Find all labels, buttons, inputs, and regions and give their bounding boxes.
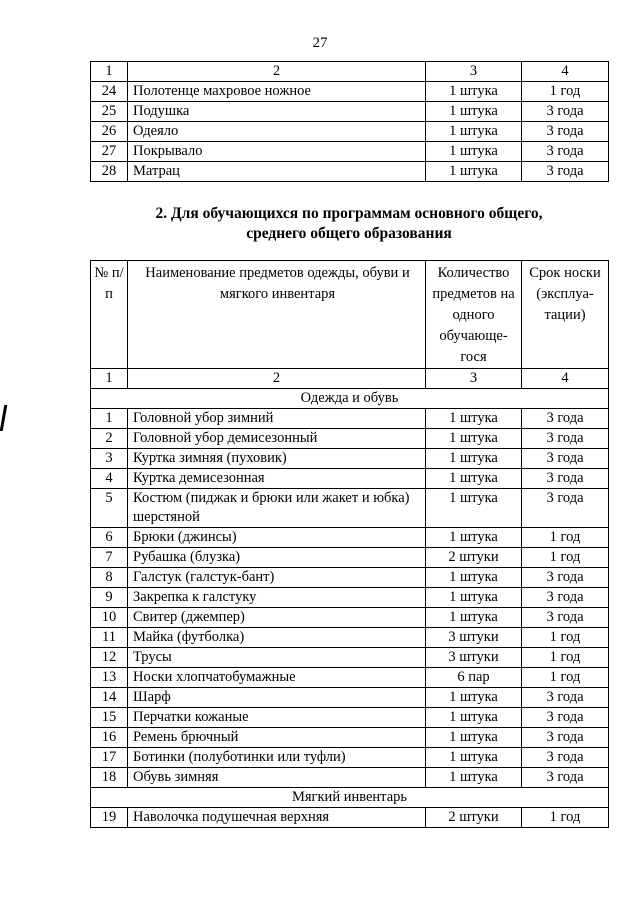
table-row	[91, 82, 609, 102]
table-row	[91, 808, 609, 828]
row-number: 2	[91, 429, 128, 449]
row-number: 10	[91, 608, 128, 628]
item-term: 3 года	[522, 728, 609, 748]
column-number-row	[91, 369, 609, 389]
item-name: Куртка демисезонная	[128, 469, 426, 489]
item-quantity: 1 штука	[426, 449, 522, 469]
item-term: 3 года	[522, 449, 609, 469]
item-name: Покрывало	[128, 142, 426, 162]
item-quantity: 1 штука	[426, 102, 522, 122]
item-term: 3 года	[522, 768, 609, 788]
item-quantity: 2 штуки	[426, 808, 522, 828]
row-number: 8	[91, 568, 128, 588]
clothing-norms-table	[90, 260, 609, 828]
item-name: Полотенце махровое ножное	[128, 82, 426, 102]
table-row	[91, 688, 609, 708]
item-name: Шарф	[128, 688, 426, 708]
table-row	[91, 528, 609, 548]
item-quantity: 3 штуки	[426, 628, 522, 648]
row-number: 19	[91, 808, 128, 828]
item-quantity: 1 штука	[426, 528, 522, 548]
row-number: 5	[91, 489, 128, 528]
row-number: 16	[91, 728, 128, 748]
item-quantity: 1 штука	[426, 429, 522, 449]
table-row	[91, 648, 609, 668]
item-term: 1 год	[522, 82, 609, 102]
table-row	[91, 449, 609, 469]
table-header-row	[91, 261, 609, 369]
table-row	[91, 628, 609, 648]
item-quantity: 1 штука	[426, 82, 522, 102]
table-row	[91, 548, 609, 568]
table-row	[91, 668, 609, 688]
item-name: Куртка зимняя (пуховик)	[128, 449, 426, 469]
row-number: 26	[91, 122, 128, 142]
header-cell: 1	[91, 62, 128, 82]
row-number: 11	[91, 628, 128, 648]
item-term: 3 года	[522, 429, 609, 449]
table-row	[91, 102, 609, 122]
row-number: 25	[91, 102, 128, 122]
item-quantity: 1 штука	[426, 768, 522, 788]
row-number: 27	[91, 142, 128, 162]
item-term: 3 года	[522, 162, 609, 182]
group-row	[91, 389, 609, 409]
row-number: 4	[91, 469, 128, 489]
column-number: 2	[128, 369, 426, 389]
table-row	[91, 142, 609, 162]
item-quantity: 6 пар	[426, 668, 522, 688]
item-term: 1 год	[522, 668, 609, 688]
row-number: 9	[91, 588, 128, 608]
item-name: Ремень брючный	[128, 728, 426, 748]
item-quantity: 1 штука	[426, 142, 522, 162]
item-name: Закрепка к галстуку	[128, 588, 426, 608]
section-title-line: среднего общего образования	[246, 225, 452, 242]
item-term: 3 года	[522, 469, 609, 489]
page-number: 27	[312, 35, 328, 51]
row-number: 7	[91, 548, 128, 568]
item-quantity: 1 штука	[426, 489, 522, 528]
item-term: 1 год	[522, 548, 609, 568]
item-term: 3 года	[522, 142, 609, 162]
table-row	[91, 588, 609, 608]
item-term: 1 год	[522, 628, 609, 648]
table-row	[91, 728, 609, 748]
row-number: 15	[91, 708, 128, 728]
table-row	[91, 489, 609, 528]
item-term: 3 года	[522, 409, 609, 429]
item-term: 3 года	[522, 608, 609, 628]
table-row	[91, 469, 609, 489]
item-term: 3 года	[522, 489, 609, 528]
table-continuation	[90, 61, 609, 182]
item-quantity: 1 штука	[426, 568, 522, 588]
table-row	[91, 568, 609, 588]
item-name: Матрац	[128, 162, 426, 182]
item-quantity: 1 штука	[426, 688, 522, 708]
item-quantity: 1 штука	[426, 748, 522, 768]
item-name: Трусы	[128, 648, 426, 668]
item-term: 3 года	[522, 568, 609, 588]
item-quantity: 3 штуки	[426, 648, 522, 668]
row-number: 17	[91, 748, 128, 768]
section-title-line: 2. Для обучающихся по программам основного общего,	[155, 205, 543, 222]
row-number: 28	[91, 162, 128, 182]
item-name: Майка (футболка)	[128, 628, 426, 648]
table-row	[91, 608, 609, 628]
section-title	[90, 204, 608, 244]
column-number: 3	[426, 369, 522, 389]
column-number: 1	[91, 369, 128, 389]
header-qty: Количество предметов на одного обучающе-гося	[426, 261, 522, 369]
group-row	[91, 788, 609, 808]
table-row	[91, 122, 609, 142]
item-name: Ботинки (полуботинки или туфли)	[128, 748, 426, 768]
group-label: Одежда и обувь	[91, 389, 609, 409]
row-number: 18	[91, 768, 128, 788]
table-header-row	[91, 62, 609, 82]
item-name: Одеяло	[128, 122, 426, 142]
item-term: 3 года	[522, 102, 609, 122]
item-name: Свитер (джемпер)	[128, 608, 426, 628]
item-name: Брюки (джинсы)	[128, 528, 426, 548]
item-name: Подушка	[128, 102, 426, 122]
header-term: Срок носки (эксплуа-тации)	[522, 261, 609, 369]
table-row	[91, 708, 609, 728]
row-number: 3	[91, 449, 128, 469]
item-term: 3 года	[522, 708, 609, 728]
table-row	[91, 748, 609, 768]
item-term: 3 года	[522, 588, 609, 608]
item-quantity: 1 штука	[426, 409, 522, 429]
group-label: Мягкий инвентарь	[91, 788, 609, 808]
item-quantity: 1 штука	[426, 588, 522, 608]
header-cell: 3	[426, 62, 522, 82]
item-quantity: 1 штука	[426, 122, 522, 142]
header-name: Наименование предметов одежды, обуви и мягкого инвентаря	[128, 261, 426, 369]
row-number: 14	[91, 688, 128, 708]
item-quantity: 1 штука	[426, 469, 522, 489]
item-name: Головной убор демисезонный	[128, 429, 426, 449]
item-quantity: 1 штука	[426, 162, 522, 182]
item-name: Галстук (галстук-бант)	[128, 568, 426, 588]
item-name: Наволочка подушечная верхняя	[128, 808, 426, 828]
header-cell: 4	[522, 62, 609, 82]
item-name: Костюм (пиджак и брюки или жакет и юбка) шерстяной	[128, 489, 426, 528]
item-name: Рубашка (блузка)	[128, 548, 426, 568]
item-term: 1 год	[522, 808, 609, 828]
table-row	[91, 768, 609, 788]
item-quantity: 1 штука	[426, 608, 522, 628]
table-row	[91, 429, 609, 449]
item-quantity: 1 штука	[426, 708, 522, 728]
row-number: 24	[91, 82, 128, 102]
item-term: 3 года	[522, 122, 609, 142]
item-term: 1 год	[522, 528, 609, 548]
table-row	[91, 409, 609, 429]
row-number: 12	[91, 648, 128, 668]
column-number: 4	[522, 369, 609, 389]
item-name: Обувь зимняя	[128, 768, 426, 788]
item-name: Перчатки кожаные	[128, 708, 426, 728]
item-term: 1 год	[522, 648, 609, 668]
header-num: № п/п	[91, 261, 128, 369]
row-number: 6	[91, 528, 128, 548]
item-name: Головной убор зимний	[128, 409, 426, 429]
item-term: 3 года	[522, 688, 609, 708]
item-term: 3 года	[522, 748, 609, 768]
item-quantity: 2 штуки	[426, 548, 522, 568]
table-row	[91, 162, 609, 182]
item-quantity: 1 штука	[426, 728, 522, 748]
row-number: 1	[91, 409, 128, 429]
margin-mark	[0, 405, 7, 431]
header-cell: 2	[128, 62, 426, 82]
row-number: 13	[91, 668, 128, 688]
item-name: Носки хлопчатобумажные	[128, 668, 426, 688]
